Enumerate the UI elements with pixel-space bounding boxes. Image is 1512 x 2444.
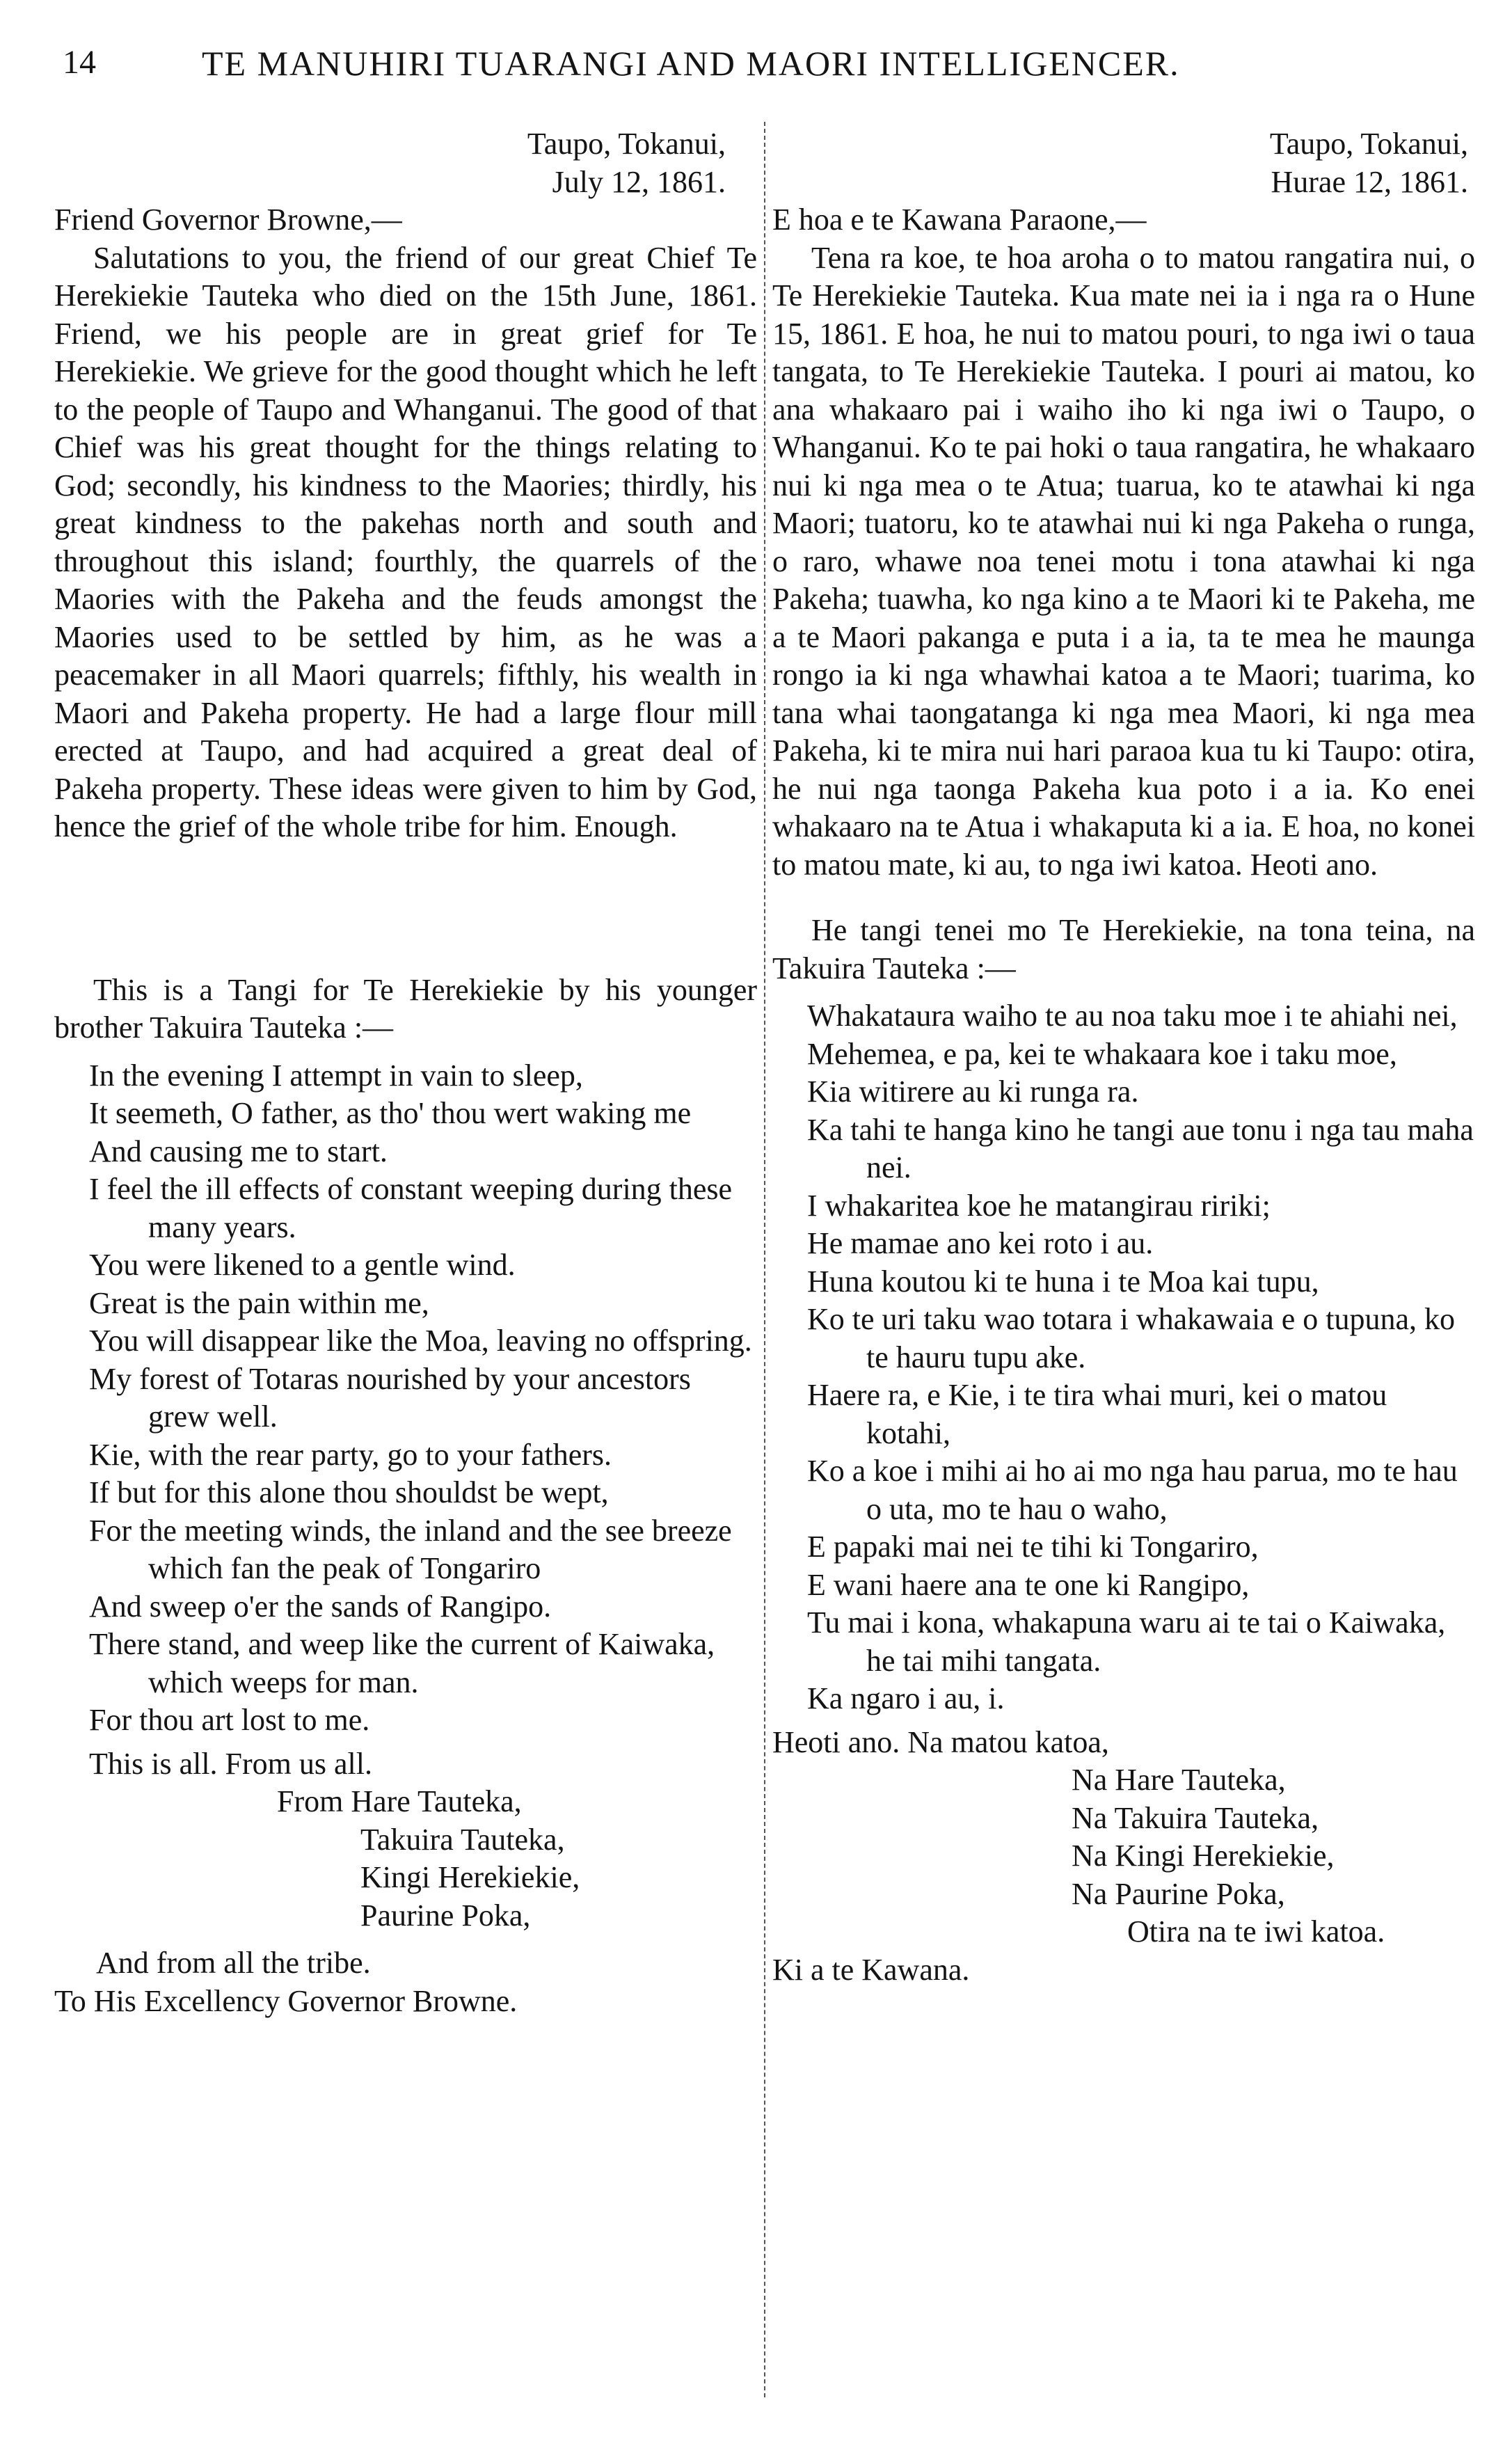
dateline (54, 125, 757, 201)
place: Taupo, Tokanui, (527, 127, 726, 161)
verse-line: Mehemea, e pa, kei te whakaara koe i taku moe, (807, 1036, 1397, 1071)
verse-line: Great is the pain within me, (89, 1285, 429, 1320)
tribe-line: And from all the tribe. (96, 1946, 371, 1980)
dateline (772, 125, 1475, 201)
verse-line: Ka ngaro i au, i. (807, 1681, 1005, 1715)
verse-line: Ka tahi te hanga kino he tangi aue tonu i nga tau maha nei. (807, 1112, 1474, 1184)
signature-line: Kingi Herekiekie, (360, 1860, 580, 1894)
tribe-line: Otira na te iwi katoa. (1127, 1914, 1385, 1949)
signature-line: Paurine Poka, (360, 1898, 531, 1933)
closing-line: This is all. From us all. (89, 1746, 372, 1781)
closing-line: Heoti ano. Na matou katoa, (772, 1724, 1109, 1759)
verse-line: Haere ra, e Kie, i te tira whai muri, kei o matou kotahi, (807, 1378, 1387, 1450)
verse-line: Tu mai i kona, whakapuna waru ai te tai o Kaiwaka, he tai mihi tangata. (807, 1605, 1446, 1678)
letter-body: Salutations to you, the friend of our great Chief Te Herekiekie Tauteka who died on the 15th June, 1861. Friend, we his people are in great grief for Te Herekiekie. We grieve for the good thought which he left to the people of Taupo and Whanganui. The good of that Chief was his great thought for the things relating to God; secondly, his kindness to the Maories; thirdly, his great kindness to the pakehas north and south and throughout this island; fourthly, the quarrels of the Maories with the Pakeha and the feuds amongst the Maories used to be settled by him, as he was a peacemaker in all Maori quarrels; fifthly, his wealth in Maori and Pakeha property. He had a large flour mill erected at Taupo, and had acquired a great deal of Pakeha property. These ideas were given to him by God, hence the grief of the whole tribe for him. Enough. (54, 240, 757, 843)
maori-column (772, 125, 1475, 1989)
verse-line: You were likened to a gentle wind. (89, 1248, 516, 1282)
signature-line: Na Paurine Poka, (1072, 1876, 1285, 1911)
verse-line: Huna koutou ki te huna i te Moa kai tupu, (807, 1264, 1319, 1299)
verse-line: E wani haere ana te one ki Rangipo, (807, 1567, 1250, 1602)
verse-line: He mamae ano kei roto i au. (807, 1226, 1154, 1260)
verse-line: There stand, and weep like the current of Kaiwaka, which weeps for man. (89, 1627, 715, 1699)
verse-line: I feel the ill effects of constant weeping during these many years. (89, 1172, 733, 1244)
signature-line: From Hare Tauteka, (277, 1784, 522, 1818)
poem (54, 1057, 757, 1740)
signature-line: Na Takuira Tauteka, (1072, 1800, 1319, 1835)
tangi-intro: This is a Tangi for Te Herekiekie by his younger brother Takuira Tauteka :— (54, 972, 757, 1045)
poem (772, 997, 1475, 1718)
date: July 12, 1861. (552, 164, 726, 199)
verse-line: And causing me to start. (89, 1134, 388, 1168)
newspaper-title: TE MANUHIRI TUARANGI AND MAORI INTELLIGENCER. (202, 44, 1180, 83)
verse-line: Kie, with the rear party, go to your fathers. (89, 1437, 612, 1472)
verse-line: It seemeth, O father, as tho' thou wert waking me (89, 1096, 692, 1130)
addressee: To His Excellency Governor Browne. (54, 1983, 518, 2018)
verse-line: E papaki mai nei te tihi ki Tongariro, (807, 1530, 1259, 1564)
page-header (63, 43, 1447, 99)
salutation: E hoa e te Kawana Paraone,— (772, 203, 1147, 237)
verse-line: If but for this alone thou shouldst be wept, (89, 1475, 609, 1509)
salutation: Friend Governor Browne,— (54, 203, 402, 237)
verse-line: I whakaritea koe he matangirau ririki; (807, 1188, 1271, 1223)
verse-line: For the meeting winds, the inland and the see breeze which fan the peak of Tongariro (89, 1513, 732, 1585)
page-number: 14 (63, 44, 96, 81)
signature-line: Na Kingi Herekiekie, (1072, 1839, 1335, 1873)
verse-line: My forest of Totaras nourished by your ancestors grew well. (89, 1361, 691, 1434)
verse-line: Kia witirere au ki runga ra. (807, 1074, 1139, 1109)
tangi-intro: He tangi tenei mo Te Herekiekie, na tona teina, na Takuira Tauteka :— (772, 913, 1475, 985)
verse-line: In the evening I attempt in vain to sleep, (89, 1058, 583, 1093)
column-divider (764, 122, 765, 2397)
verse-line: Ko te uri taku wao totara i whakawaia e o tupuna, ko te hauru tupu ake. (807, 1302, 1456, 1374)
english-column (54, 125, 757, 2020)
signature-line: Na Hare Tauteka, (1072, 1763, 1286, 1797)
place: Taupo, Tokanui, (1269, 127, 1468, 161)
verse-line: For thou art lost to me. (89, 1703, 370, 1737)
addressee: Ki a te Kawana. (772, 1952, 970, 1987)
verse-line: You will disappear like the Moa, leaving no offspring. (89, 1324, 752, 1358)
date: Hurae 12, 1861. (1271, 164, 1468, 199)
verse-line: Whakataura waiho te au noa taku moe i te ahiahi nei, (807, 999, 1458, 1033)
letter-body: Tena ra koe, te hoa aroha o to matou rangatira nui, o Te Herekiekie Tauteka. Kua mate nei ia i nga ra o Hune 15, 1861. E hoa, he nui to matou pouri, to nga iwi o taua tangata, to Te Herekiekie Tauteka. I pouri ai matou, ko ana whakaaro pai i waiho iho ki nga iwi o Taupo, o Whanganui. Ko te pai hoki o taua rangatira, he whakaaro nui ki nga mea o te Atua; tuarua, ko te atawhai ki nga Maori; tuatoru, ko te atawhai nui ki nga Pakeha o runga, o raro, whawe noa tenei motu i tona atawhai ki nga Pakeha; tuawha, ko nga kino a te Maori ki te Pakeha, me a te Maori pakanga e puta i a ia, ta te mea he maunga rongo ia ki nga whawhai katoa a te Maori; tuarima, ko tana whai taongatanga ki nga mea Maori, ki nga mea Pakeha, ki te mira nui hari paraoa kua tu ki Taupo: otira, he nui nga taonga Pakeha kua poto i a ia. Ko enei whakaaro na te Atua i whakaputa ki a ia. E hoa, no konei to matou mate, ki au, to nga iwi katoa. Heoti ano. (772, 240, 1475, 882)
verse-line: And sweep o'er the sands of Rangipo. (89, 1589, 552, 1624)
verse-line: Ko a koe i mihi ai ho ai mo nga hau parua, mo te hau o uta, mo te hau o waho, (807, 1454, 1458, 1526)
signature-line: Takuira Tauteka, (360, 1822, 565, 1857)
